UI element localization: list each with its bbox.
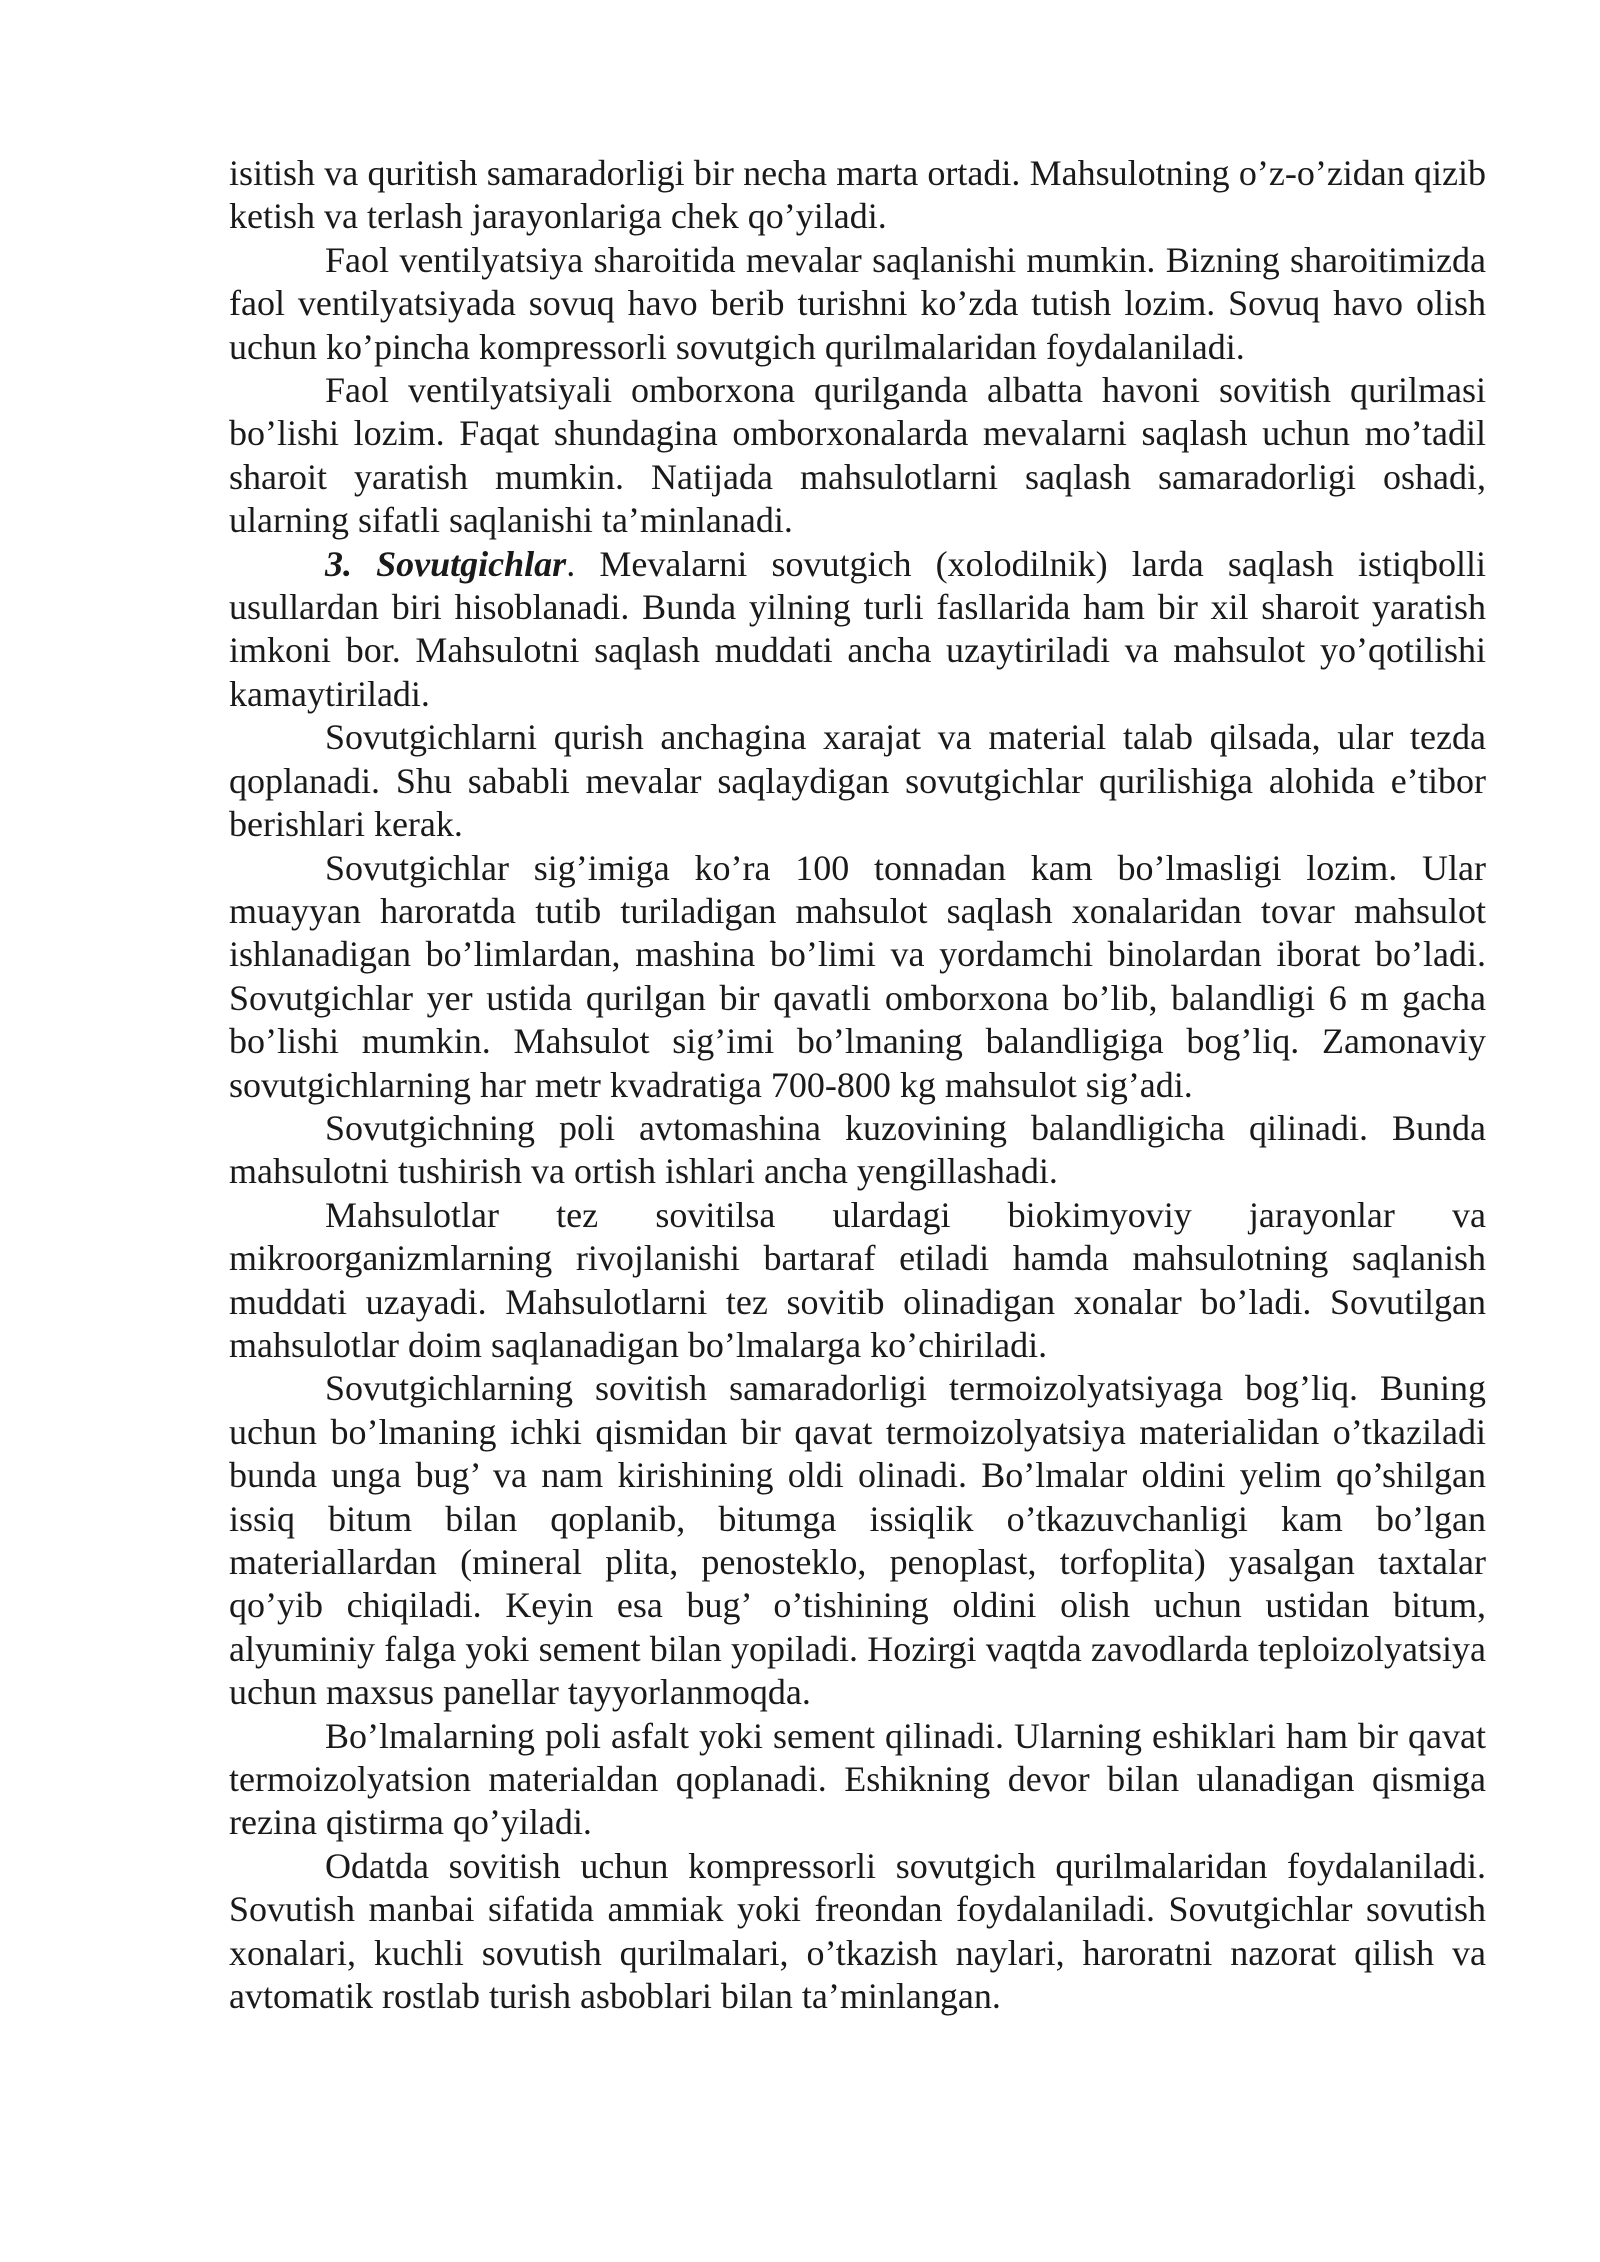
paragraph-text: Sovutgichlar sig’imiga ko’ra 100 tonnadan kam bo’lmasligi lozim. Ular muayyan haroratda tutib turiladigan mahsulot saqlash xonalaridan tovar mahsulot ishlanadigan bo’limlardan, mashina bo’limi va yordamchi binolardan iborat bo’ladi. Sovutgichlar yer ustida qurilgan bir qavatli omborxona bo’lib, balandligi 6 m gacha bo’lishi mumkin. Mahsulot sig’imi bo’lmaning balandligiga bog’liq. Zamonaviy sovutgichlarning har metr kvadratiga 700-800 kg mahsulot sig’adi. <box>229 847 1486 1105</box>
paragraph-text: Bo’lmalarning poli asfalt yoki sement qilinadi. Ularning eshiklari ham bir qavat termoizolyatsion materialdan qoplanadi. Eshikning devor bilan ulanadigan qismiga rezina qistirma qo’yiladi. <box>229 1715 1486 1843</box>
paragraph-capacity <box>229 847 1486 1107</box>
paragraph-thermal-insulation <box>229 1367 1486 1714</box>
paragraph-text: Faol ventilyatsiya sharoitida mevalar saqlanishi mumkin. Bizning sharoitimizda faol ventilyatsiyada sovuq havo berib turishni ko’zda tutish lozim. Sovuq havo olish uchun ko’pincha kompressorli sovutgich qurilmalaridan foydalaniladi. <box>229 239 1486 367</box>
paragraph-text: . Mevalarni sovutgich (xolodilnik) larda saqlash istiqbolli usullardan biri hisoblanadi. Bunda yilning turli fasllarida ham bir xil sharoit yaratish imkoni bor. Mahsulotni saqlash muddati ancha uzaytiriladi va mahsulot yo’qotilishi kamaytiriladi. <box>229 543 1486 714</box>
paragraph-text: isitish va quritish samaradorligi bir necha marta ortadi. Mahsulotning o’z-o’zidan qizib ketish va terlash jarayonlariga chek qo’yiladi. <box>229 153 1486 237</box>
paragraph-fast-cooling <box>229 1194 1486 1368</box>
paragraph-text: Faol ventilyatsiyali omborxona qurilganda albatta havoni sovitish qurilmasi bo’lishi lozim. Faqat shundagina omborxonalarda mevalarni saqlash uchun mo’tadil sharoit yaratish mumkin. Natijada mahsulotlarni saqlash samaradorligi oshadi, ularning sifatli saqlanishi ta’minlanadi. <box>229 370 1486 541</box>
paragraph-cooling-equipment <box>229 1845 1486 2019</box>
paragraph-construction-cost <box>229 716 1486 846</box>
body-text <box>229 152 1486 2018</box>
paragraph-section-refrigerators <box>229 543 1486 717</box>
paragraph-text: Sovutgichning poli avtomashina kuzovining balandligicha qilinadi. Bunda mahsulotni tushirish va ortish ishlari ancha yengillashadi. <box>229 1107 1486 1192</box>
paragraph-ventilated-storage <box>229 369 1486 543</box>
paragraph-text: Sovutgichlarni qurish anchagina xarajat va material talab qilsada, ular tezda qoplanadi. Shu sababli mevalar saqlaydigan sovutgichlar qurilishiga alohida e’tibor berishlari kerak. <box>229 717 1486 845</box>
paragraph-active-ventilation <box>229 239 1486 369</box>
paragraph-continuation <box>229 152 1486 239</box>
paragraph-floors-doors <box>229 1715 1486 1845</box>
paragraph-text: Odatda sovitish uchun kompressorli sovutgich qurilmalaridan foydalaniladi. Sovutish manbai sifatida ammiak yoki freondan foydalaniladi. Sovutgichlar sovutish xonalari, kuchli sovutish qurilmalari, o’tkazish naylari, haroratni nazorat qilish va avtomatik rostlab turish asboblari bilan ta’minlangan. <box>229 1845 1486 2017</box>
paragraph-text: Sovutgichlarning sovitish samaradorligi termoizolyatsiyaga bog’liq. Buning uchun bo’lmaning ichki qismidan bir qavat termoizolyatsiya materialidan o’tkaziladi bunda unga bug’ va nam kirishining oldi olinadi. Bo’lmalar oldini yelim qo’shilgan issiq bitum bilan qoplanib, bitumga issiqlik o’tkazuvchanligi kam bo’lgan materiallardan (mineral plita, penosteklo, penoplast, torfoplita) yasalgan taxtalar qo’yib chiqiladi. Keyin esa bug’ o’tishining oldini olish uchun ustidan bitum, alyuminiy falga yoki sement bilan yopiladi. Hozirgi vaqtda zavodlarda teploizolyatsiya uchun maxsus panellar tayyorlanmoqda. <box>229 1368 1486 1713</box>
section-heading: 3. Sovutgichlar <box>325 543 567 584</box>
paragraph-text: Mahsulotlar tez sovitilsa ulardagi biokimyoviy jarayonlar va mikroorganizmlarning rivojlanishi bartaraf etiladi hamda mahsulotning saqlanish muddati uzayadi. Mahsulotlarni tez sovitib olinadigan xonalar bo’ladi. Sovutilgan mahsulotlar doim saqlanadigan bo’lmalarga ko’chiriladi. <box>229 1194 1486 1365</box>
paragraph-floor-height <box>229 1107 1486 1194</box>
